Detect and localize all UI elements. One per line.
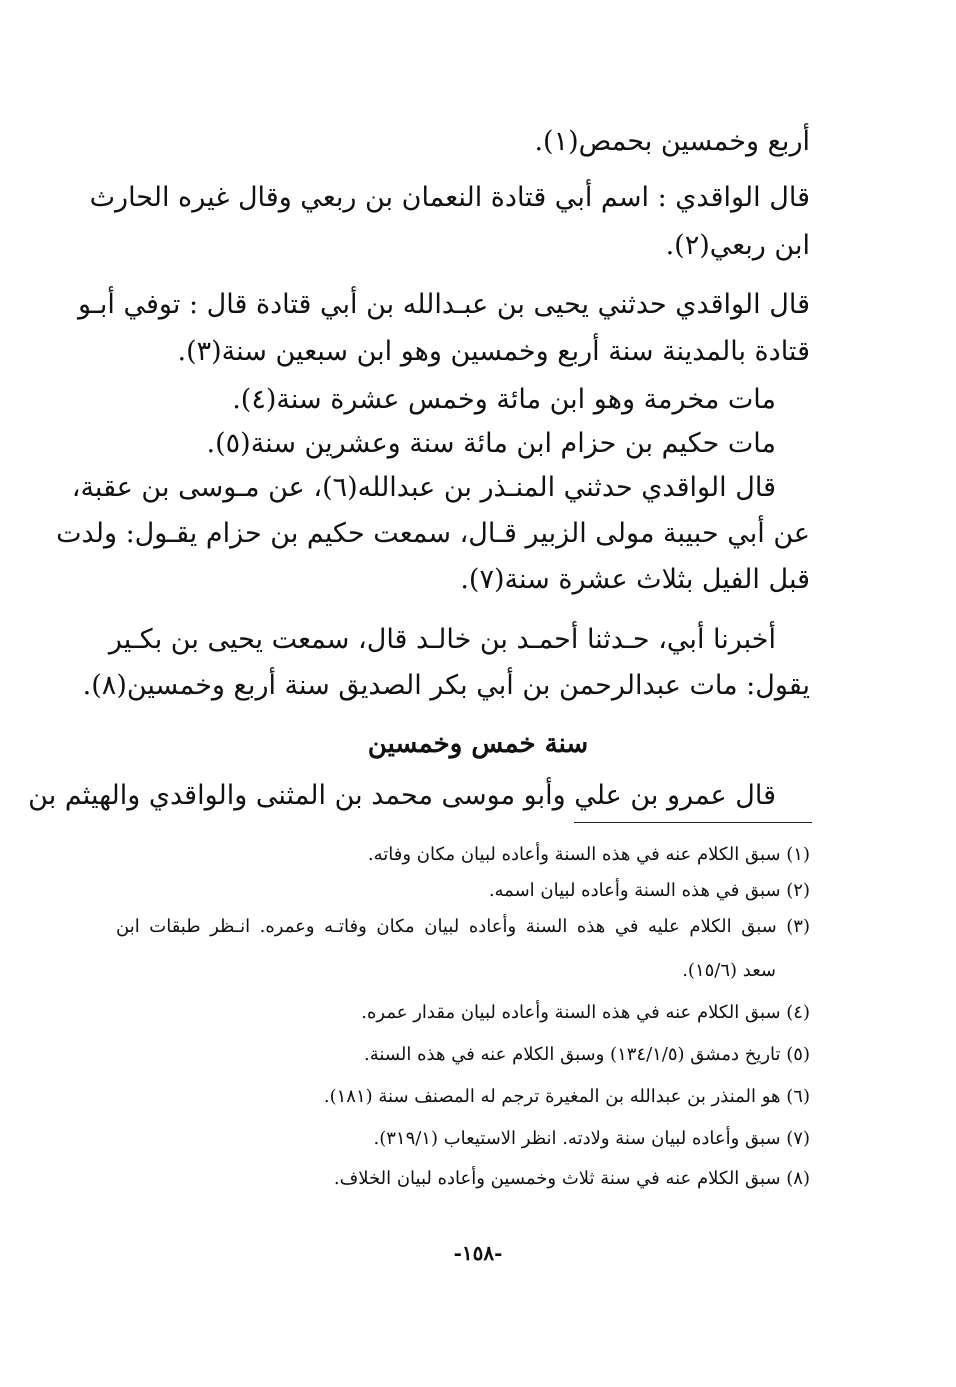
body-line-3: ابن ربعي(٢). [665,230,810,261]
body-line-12: يقول: مات عبدالرحمن بن أبي بكر الصديق سنة أربع وخمسين(٨). [82,670,810,701]
section-heading: سنة خمس وخمسين [367,729,589,759]
footnote-5: (٥) تاريخ دمشق (١٣٤/١/٥) وسبق الكلام عنه في هذه السنة. [364,1044,810,1065]
footnote-1: (١) سبق الكلام عنه في هذه السنة وأعاده لبيان مكان وفاته. [367,844,810,865]
footnote-6: (٦) هو المنذر بن عبدالله بن المغيرة ترجم له المصنف سنة (١٨١). [323,1086,810,1107]
body-line-11: أخبرنا أبي، حـدثنا أحمـد بن خالـد قال، سمعت يحيى بن بكـير [108,624,776,655]
body-line-8: قال الواقدي حدثني المنـذر بن عبدالله(٦)، عن مـوسى بن عقبة، [71,472,776,503]
footnote-2: (٢) سبق في هذه السنة وأعاده لبيان اسمه. [488,880,810,901]
body-line-9: عن أبي حبيبة مولى الزبير قـال، سمعت حكيم بن حزام يقـول: ولدت [56,518,810,549]
footnote-8: (٨) سبق الكلام عنه في سنة ثلاث وخمسين وأعاده لبيان الخلاف. [333,1168,810,1189]
body-line-4: قال الواقدي حدثني يحيى بن عبـدالله بن أبي قتادة قال : توفي أبـو [78,289,810,320]
body-line-1: أربع وخمسين بحمص(١). [534,126,810,157]
body-line-5: قتادة بالمدينة سنة أربع وخمسين وهو ابن سبعين سنة(٣). [177,336,810,367]
footnote-7: (٧) سبق وأعاده لبيان سنة ولادته. انظر الاستيعاب (٣١٩/١). [373,1128,810,1149]
body-line-13: قال عمرو بن علي وأبو موسى محمد بن المثنى والواقدي والهيثم بن [28,780,776,811]
footnote-separator [574,822,812,823]
footnote-3: (٣) سبق الكلام عليه في هذه السنة وأعاده لبيان مكان وفاتـه وعمره. انـظر طبقات ابن [116,916,810,937]
body-line-6: مات مخرمة وهو ابن مائة وخمس عشرة سنة(٤). [232,384,776,415]
body-line-7: مات حكيم بن حزام ابن مائة سنة وعشرين سنة(٥). [206,428,776,459]
body-line-2: قال الواقدي : اسم أبي قتادة النعمان بن ربعي وقال غيره الحارث [89,182,810,213]
footnote-4: (٤) سبق الكلام عنه في هذه السنة وأعاده لبيان مقدار عمره. [361,1002,810,1023]
footnote-3-continued: سعد (١٥/٦). [682,960,776,981]
body-line-10: قبل الفيل بثلاث عشرة سنة(٧). [460,564,810,595]
page-number: -١٥٨- [453,1241,503,1265]
